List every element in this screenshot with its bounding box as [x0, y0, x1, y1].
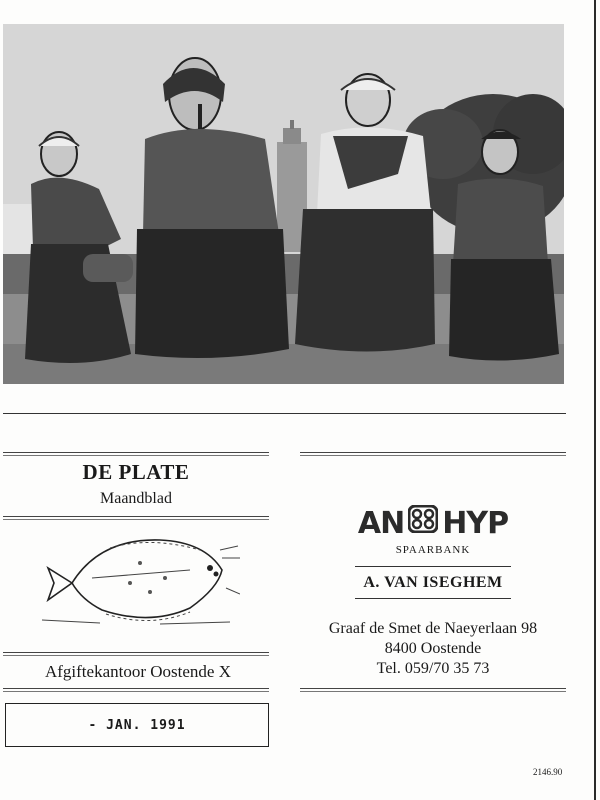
- anhyp-logo-mark-icon: [408, 505, 438, 541]
- folk-giants-photograph: [3, 24, 564, 384]
- publication-title: DE PLATE: [82, 460, 190, 484]
- title-rule-bottom: [3, 516, 269, 520]
- giants-photo: [3, 24, 564, 384]
- bank-name-rule-top: [355, 566, 511, 567]
- section-divider: [3, 413, 566, 414]
- date-stamp: - JAN. 1991: [88, 717, 186, 733]
- postal-office-label: Afgiftekantoor Oostende X: [44, 662, 231, 681]
- page-edge: [594, 0, 596, 800]
- title-rule-top: [3, 452, 269, 456]
- office-rule-top: [3, 652, 269, 656]
- bank-address-city: 8400 Oostende: [384, 640, 482, 657]
- bank-address-street: Graaf de Smet de Naeyerlaan 98: [328, 620, 538, 637]
- bank-name-rule-bottom: [355, 598, 511, 599]
- bank-rule-bottom: [300, 688, 566, 692]
- bank-type-label: SPAARBANK: [395, 544, 471, 556]
- bank-rule-top: [300, 452, 566, 456]
- document-code: 2146.90: [533, 767, 563, 777]
- date-stamp-box: [5, 703, 269, 747]
- bank-logo: [300, 504, 566, 542]
- publication-subtitle: Maandblad: [100, 490, 172, 507]
- office-rule-bottom: [3, 688, 269, 692]
- flatfish-drawing-icon: [40, 528, 240, 628]
- bank-logo-right: HYP: [442, 505, 509, 541]
- bank-agent-name: A. VAN ISEGHEM: [363, 574, 503, 591]
- bank-phone: Tel. 059/70 35 73: [376, 660, 490, 677]
- bank-logo-left: AN: [357, 505, 405, 541]
